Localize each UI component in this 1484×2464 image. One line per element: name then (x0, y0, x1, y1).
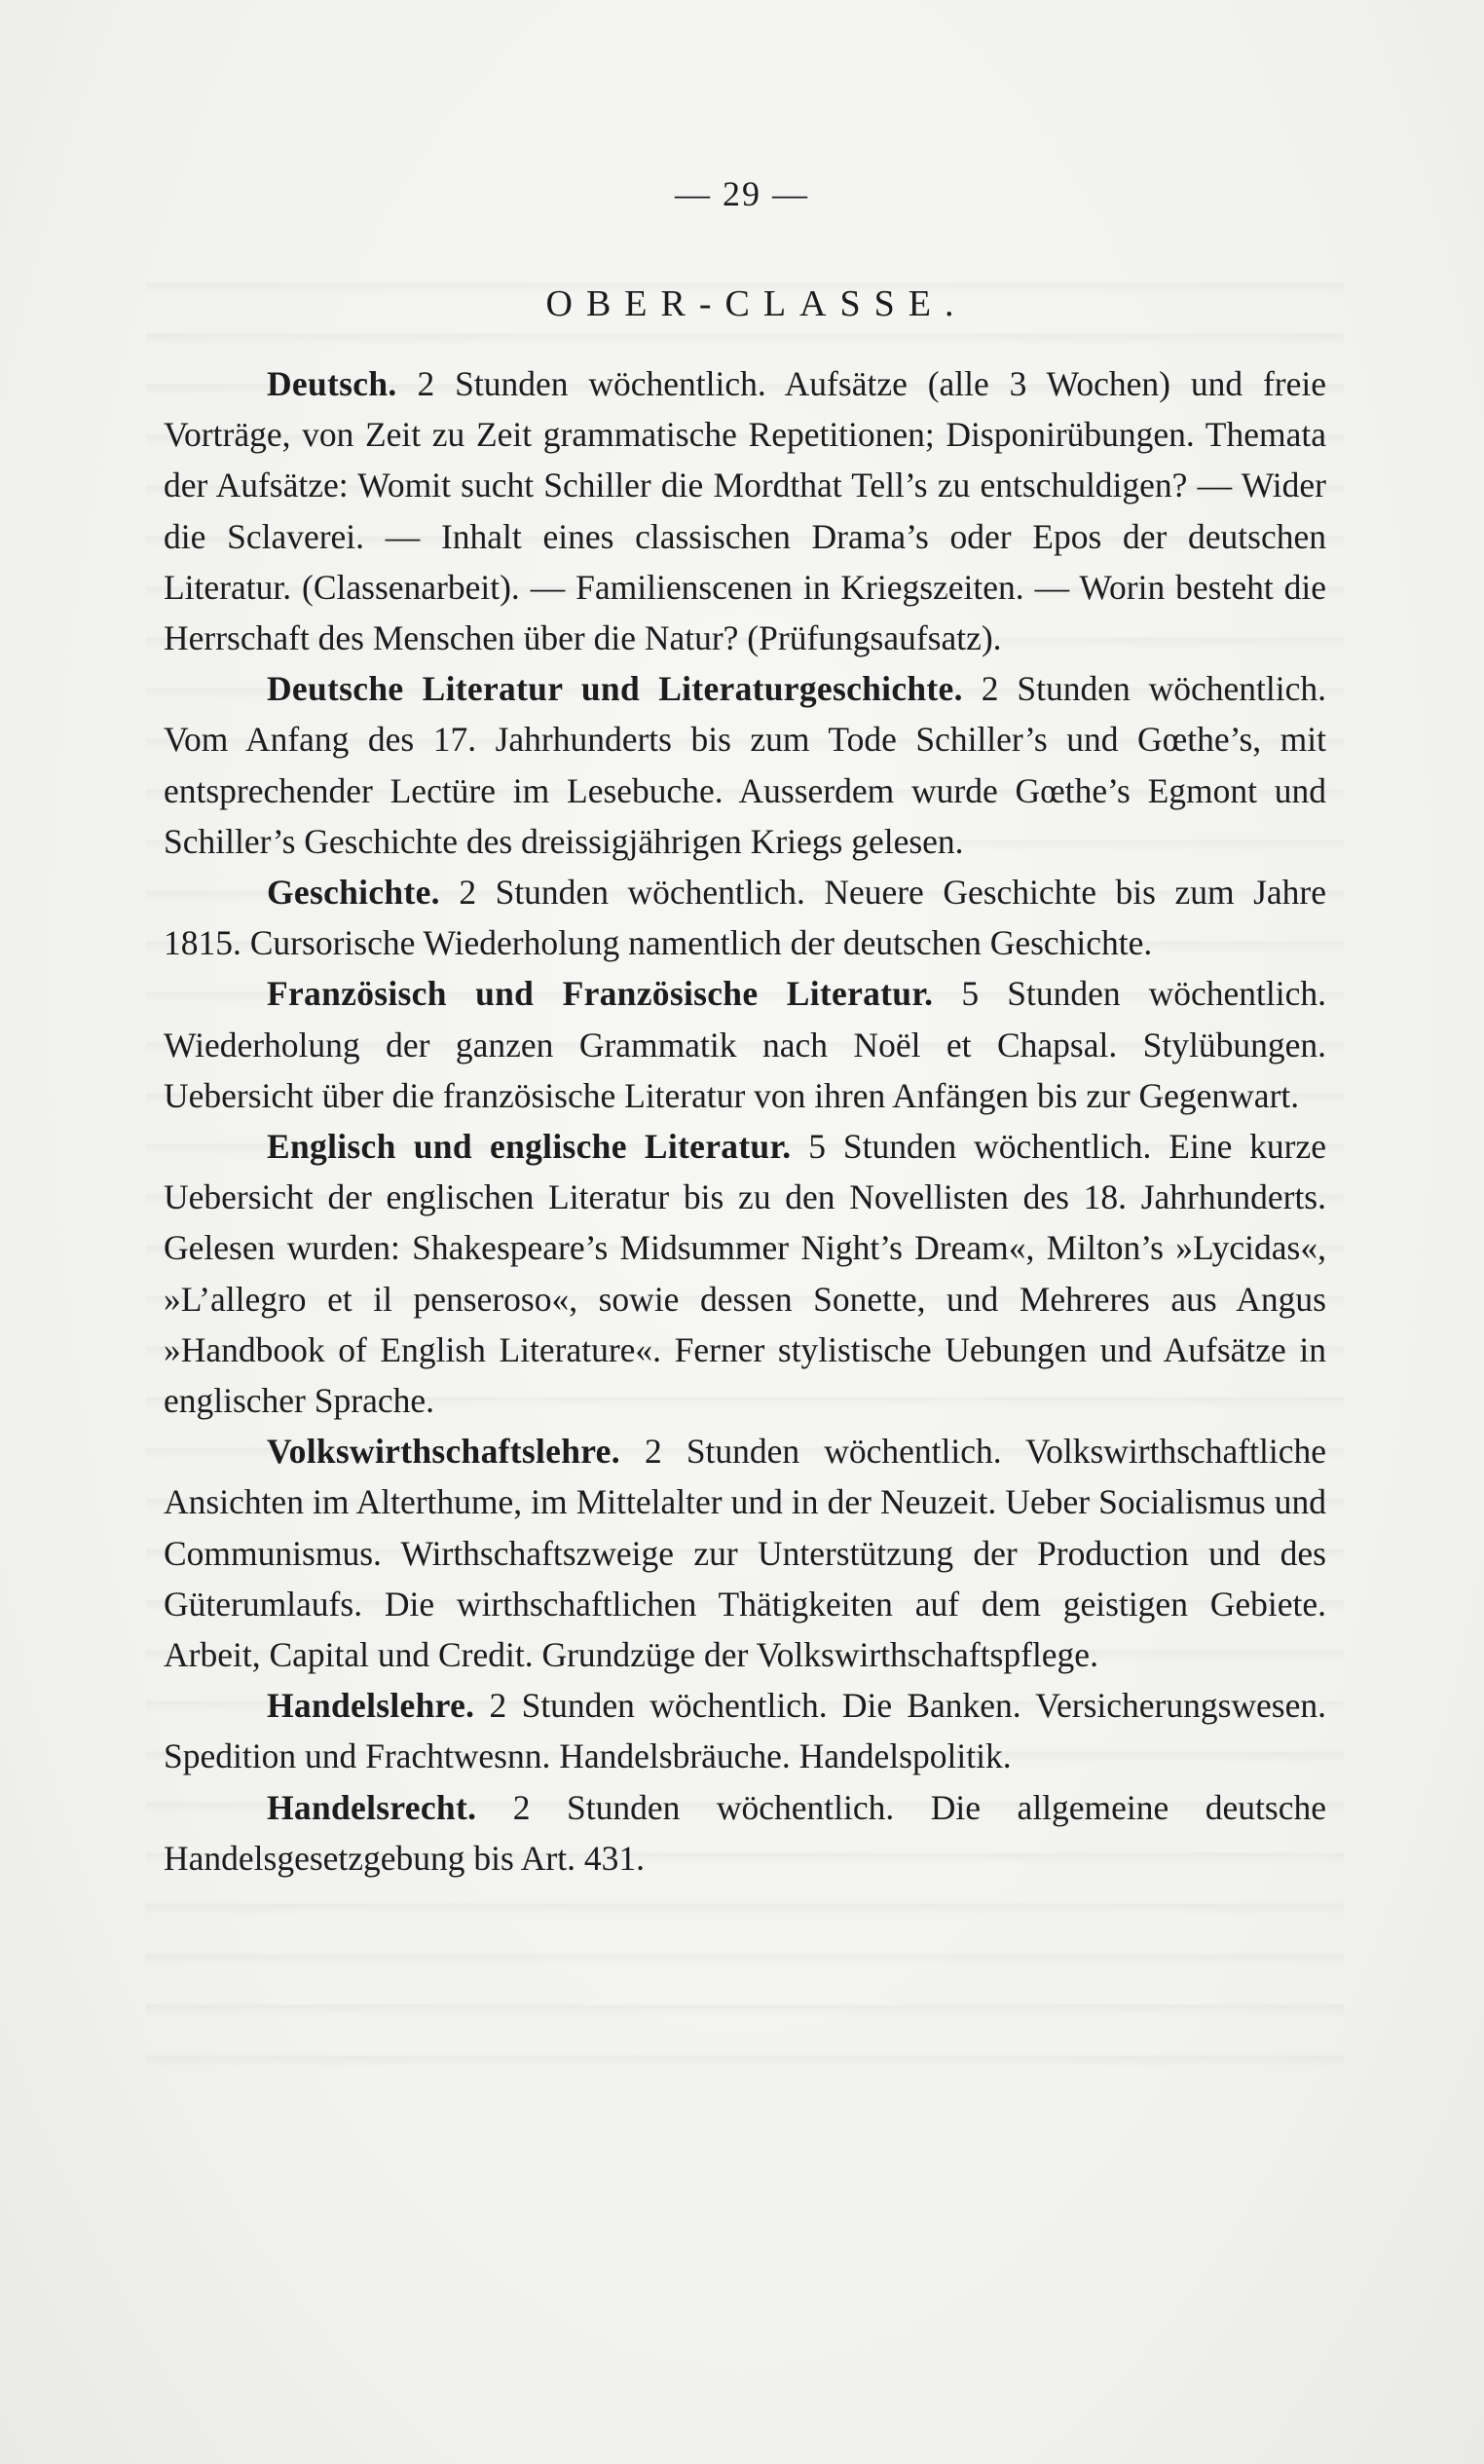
paragraph-heading: Geschichte. (267, 873, 440, 913)
paragraph-text: 2 Stunden wöchentlich. Neuere Geschichte bis zum Jahre 1815. Cursorische Wiederholung namentlich der deutschen Geschichte. (164, 873, 1326, 963)
paragraph-text: 2 Stunden wöchentlich. Die Banken. Versicherungswesen. Spedition und Frachtwesnn. Handelsbräuche. Handelspolitik. (164, 1686, 1326, 1776)
paragraph-text: 5 Stunden wöchentlich. Wiederholung der ganzen Grammatik nach Noël et Chapsal. Stylübungen. Uebersicht über die französische Literatur von ihren Anfängen bis zur Gegenwart. (164, 974, 1327, 1115)
paragraph-heading: Handelslehre. (267, 1686, 475, 1726)
page-number: — 29 — (675, 174, 809, 213)
paragraph-franzoesisch (164, 968, 1326, 1121)
paragraph-volkswirthschaft (164, 1426, 1326, 1680)
paragraph-text: 2 Stunden wöchentlich. Vom Anfang des 17. Jahrhunderts bis zum Tode Schiller’s und Gœthe’s, mit entsprechender Lectüre im Lesebuche. Ausserdem wurde Gœthe’s Egmont und Schiller’s Geschichte des dreissigjährigen Kriegs gelesen. (164, 669, 1326, 861)
paragraph-handelsrecht (164, 1782, 1326, 1884)
paragraph-heading: Deutsch. (267, 364, 397, 403)
paragraph-englisch (164, 1121, 1326, 1426)
paragraph-text: 2 Stunden wöchentlich. Volkswirthschaftliche Ansichten im Alterthume, im Mittelalter und in der Neuzeit. Ueber Socialismus und Communismus. Wirthschaftszweige zur Unterstützung der Production und des Güterumlaufs. Die wirthschaftlichen Thätigkeiten auf dem geistigen Gebiete. Arbeit, Capital und Credit. Grundzüge der Volkswirthschaftspflege. (164, 1432, 1326, 1675)
paragraph-text: 5 Stunden wöchentlich. Eine kurze Uebersicht der englischen Literatur bis zu den Novellisten des 18. Jahrhunderts. Gelesen wurden: Shakespeare’s Midsummer Night’s Dream«, Milton’s »Lycidas«, »L’allegro et il penseroso«, sowie dessen Sonette, und Mehreres aus Angus »Handbook of English Literature«. Ferner stylistische Uebungen und Aufsätze in englischer Sprache. (164, 1127, 1326, 1421)
paragraph-heading: Französisch und Französische Literatur. (267, 974, 934, 1014)
body-text (164, 358, 1326, 1884)
paragraph-literatur (164, 663, 1326, 867)
paragraph-heading: Handelsrecht. (267, 1787, 477, 1827)
section-title: OBER-CLASSE. (545, 283, 968, 324)
paragraph-handelslehre (164, 1680, 1326, 1781)
paragraph-heading: Volkswirthschaftslehre. (267, 1432, 620, 1472)
paragraph-text: 2 Stunden wöchentlich. Aufsätze (alle 3 Wochen) und freie Vorträge, von Zeit zu Zeit grammatische Repetitionen; Disponirübungen. Themata der Aufsätze: Womit sucht Schiller die Mordthat Tell’s zu entschuldigen? — Wider die Sclaverei. — Inhalt eines classischen Drama’s oder Epos der deutschen Literatur. (Classenarbeit). — Familienscenen in Kriegszeiten. — Worin besteht die Herrschaft des Menschen über die Natur? (Prüfungsaufsatz). (164, 364, 1326, 658)
paragraph-heading: Englisch und englische Literatur. (267, 1127, 792, 1167)
paragraph-text: 2 Stunden wöchentlich. Die allgemeine deutsche Handelsgesetzgebung bis Art. 431. (164, 1787, 1326, 1878)
paragraph-geschichte (164, 867, 1326, 968)
paragraph-deutsch (164, 358, 1326, 663)
paragraph-heading: Deutsche Literatur und Literaturgeschichte. (267, 669, 963, 709)
